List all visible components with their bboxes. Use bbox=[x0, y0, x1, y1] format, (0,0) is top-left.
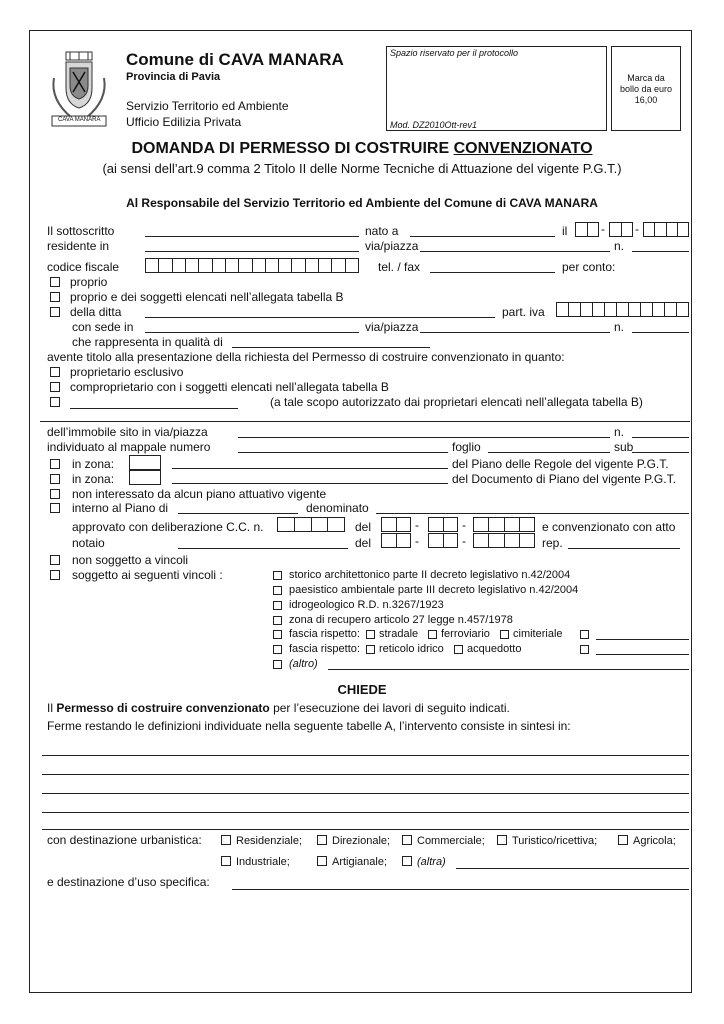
label-sede-n: n. bbox=[614, 320, 625, 334]
logo-lettering: CAVA MANARA bbox=[58, 117, 101, 123]
document-title bbox=[0, 140, 724, 158]
checkbox-fascia-altro-2[interactable] bbox=[580, 645, 589, 654]
label-sub: sub bbox=[614, 440, 634, 454]
field-sede-via[interactable] bbox=[420, 332, 610, 333]
field-atto-day[interactable] bbox=[381, 533, 411, 548]
checkbox-acquedotto[interactable] bbox=[454, 645, 463, 654]
chiede-line-1 bbox=[47, 701, 510, 715]
document-subtitle: (ai sensi dell’art.9 comma 2 Titolo II delle Norme Tecniche di Attuazione del vigente P.G.T.) bbox=[102, 161, 622, 176]
field-delibera-day[interactable] bbox=[381, 517, 411, 532]
label-in-zona-2: in zona: bbox=[72, 472, 115, 486]
label-autorizzato: (a tale scopo autorizzato dai proprietari elencati nell’allegata tabella B) bbox=[270, 395, 643, 409]
label-residenziale: Residenziale; bbox=[236, 835, 303, 847]
label-stradale: stradale bbox=[379, 628, 419, 640]
field-delibera-year[interactable] bbox=[473, 517, 535, 532]
label-avente-titolo: avente titolo alla presentazione della richiesta del Permesso di costruire convenzionato in quanto: bbox=[47, 350, 565, 364]
checkbox-industriale[interactable] bbox=[221, 856, 231, 866]
label-proprio-soggetti: proprio e dei soggetti elencati nell’allegata tabella B bbox=[70, 290, 344, 304]
servizio: Servizio Territorio ed Ambiente bbox=[126, 99, 289, 113]
field-zona-code-2[interactable] bbox=[129, 470, 161, 485]
field-date-year[interactable] bbox=[643, 222, 689, 237]
chiede-line-2: Ferme restando le definizioni individuate nella seguente tabelle A, l’intervento consiste in sintesi in: bbox=[47, 719, 571, 733]
label-tel-fax: tel. / fax bbox=[378, 260, 421, 274]
label-con-sede: con sede in bbox=[72, 320, 134, 334]
chiede-line-1-post: per l’esecuzione dei lavori di seguito indicati. bbox=[269, 701, 510, 715]
checkbox-fascia-2[interactable] bbox=[273, 645, 282, 654]
label-convenzionato: e convenzionato con atto bbox=[542, 520, 676, 534]
field-tel-fax[interactable] bbox=[430, 272, 555, 273]
checkbox-interno-piano[interactable] bbox=[50, 503, 60, 513]
label-per-conto: per conto: bbox=[562, 260, 616, 274]
label-notaio: notaio bbox=[72, 536, 105, 550]
title-underlined: CONVENZIONATO bbox=[453, 140, 593, 157]
checkbox-vincolo-recupero[interactable] bbox=[273, 616, 282, 625]
label-proprio: proprio bbox=[70, 275, 108, 289]
comune-name: Comune di CAVA MANARA bbox=[126, 50, 344, 69]
chiede-heading: CHIEDE bbox=[337, 682, 387, 697]
label-immobile: dell’immobile sito in via/piazza bbox=[47, 425, 208, 439]
chiede-line-1-bold: Permesso di costruire convenzionato bbox=[56, 701, 270, 715]
field-intervento-3[interactable] bbox=[42, 793, 689, 794]
field-intervento-1[interactable] bbox=[42, 755, 689, 756]
label-fascia-2: fascia rispetto: bbox=[289, 643, 360, 655]
ufficio: Ufficio Edilizia Privata bbox=[126, 115, 242, 129]
field-zona-2[interactable] bbox=[172, 483, 448, 484]
checkbox-proprio-soggetti[interactable] bbox=[50, 292, 60, 302]
label-denominato: denominato bbox=[306, 501, 369, 515]
label-mappale: individuato al mappale numero bbox=[47, 440, 211, 454]
date-separator: - bbox=[415, 534, 419, 548]
checkbox-agricola[interactable] bbox=[618, 835, 628, 845]
label-vincolo-altro: (altro) bbox=[289, 658, 318, 670]
checkbox-proprio[interactable] bbox=[50, 277, 60, 287]
section-divider bbox=[40, 421, 690, 422]
label-non-soggetto: non soggetto a vincoli bbox=[72, 553, 189, 567]
checkbox-ditta[interactable] bbox=[50, 307, 60, 317]
checkbox-soggetto[interactable] bbox=[50, 570, 60, 580]
provincia: Provincia di Pavia bbox=[126, 71, 221, 83]
field-delibera-month[interactable] bbox=[428, 517, 458, 532]
recipient: Al Responsabile del Servizio Territorio ed Ambiente del Comune di CAVA MANARA bbox=[126, 196, 598, 210]
field-via-piazza[interactable] bbox=[420, 251, 610, 252]
label-altra: (altra) bbox=[417, 856, 446, 868]
label-approvato: approvato con deliberazione C.C. n. bbox=[72, 520, 264, 534]
checkbox-direzionale[interactable] bbox=[317, 835, 327, 845]
label-vincolo-storico: storico architettonico parte II decreto legislativo n.42/2004 bbox=[289, 569, 571, 581]
marca-bollo-text-3: 16,00 bbox=[634, 95, 658, 105]
label-codice-fiscale: codice fiscale bbox=[47, 260, 120, 274]
field-sede[interactable] bbox=[145, 332, 359, 333]
checkbox-altro-titolo[interactable] bbox=[50, 397, 60, 407]
label-del-2: del bbox=[355, 536, 372, 550]
field-interno-piano[interactable] bbox=[178, 513, 298, 514]
field-immobile-n[interactable] bbox=[632, 437, 689, 438]
checkbox-non-interessato[interactable] bbox=[50, 489, 60, 499]
label-proprietario: proprietario esclusivo bbox=[70, 365, 184, 379]
label-fascia-1: fascia rispetto: bbox=[289, 628, 360, 640]
field-fascia-altro-1[interactable] bbox=[596, 639, 689, 640]
field-rappresenta[interactable] bbox=[232, 347, 430, 348]
checkbox-cimiteriale[interactable] bbox=[500, 630, 509, 639]
label-ferroviario: ferroviario bbox=[441, 628, 490, 640]
label-rep: rep. bbox=[542, 536, 563, 550]
field-destinazione-uso[interactable] bbox=[232, 889, 689, 890]
checkbox-reticolo[interactable] bbox=[366, 645, 375, 654]
label-cimiteriale: cimiteriale bbox=[513, 628, 563, 640]
field-vincolo-altro[interactable] bbox=[328, 669, 689, 670]
checkbox-ferroviario[interactable] bbox=[428, 630, 437, 639]
label-direzionale: Direzionale; bbox=[332, 835, 391, 847]
checkbox-vincolo-idrogeologico[interactable] bbox=[273, 601, 282, 610]
checkbox-vincolo-altro[interactable] bbox=[273, 660, 282, 669]
field-n[interactable] bbox=[632, 251, 689, 252]
label-immobile-n: n. bbox=[614, 425, 625, 439]
field-zona-1[interactable] bbox=[172, 468, 448, 469]
field-altra[interactable] bbox=[456, 868, 689, 869]
label-acquedotto: acquedotto bbox=[467, 643, 522, 655]
label-via-piazza: via/piazza bbox=[365, 239, 419, 253]
mod-code: Mod. DZ2010Ott-rev1 bbox=[390, 120, 478, 130]
field-ditta[interactable] bbox=[145, 317, 495, 318]
checkbox-altra[interactable] bbox=[402, 856, 412, 866]
checkbox-proprietario[interactable] bbox=[50, 367, 60, 377]
field-nato-a[interactable] bbox=[410, 236, 555, 237]
label-non-interessato: non interessato da alcun piano attuativo vigente bbox=[72, 487, 327, 501]
field-part-iva[interactable] bbox=[556, 302, 689, 317]
checkbox-residenziale[interactable] bbox=[221, 835, 231, 845]
comune-logo bbox=[46, 48, 112, 130]
checkbox-vincolo-paesistico[interactable] bbox=[273, 586, 282, 595]
label-commerciale: Commerciale; bbox=[417, 835, 485, 847]
checkbox-fascia-altro-1[interactable] bbox=[580, 630, 589, 639]
date-separator: - bbox=[462, 534, 466, 548]
field-codice-fiscale[interactable] bbox=[145, 258, 359, 273]
field-intervento-2[interactable] bbox=[42, 774, 689, 775]
date-separator: - bbox=[635, 222, 639, 236]
checkbox-zona-regole[interactable] bbox=[50, 459, 60, 469]
label-turistico: Turistico/ricettiva; bbox=[512, 835, 598, 847]
label-vincolo-recupero: zona di recupero articolo 27 legge n.457/1978 bbox=[289, 614, 513, 626]
field-altro-titolo[interactable] bbox=[70, 408, 238, 409]
label-sottoscritto: Il sottoscritto bbox=[47, 224, 115, 238]
field-sottoscritto[interactable] bbox=[145, 236, 359, 237]
field-intervento-4[interactable] bbox=[42, 812, 689, 813]
label-rappresenta: che rappresenta in qualità di bbox=[72, 335, 223, 349]
field-date-day[interactable] bbox=[575, 222, 599, 237]
date-separator: - bbox=[462, 518, 466, 532]
field-sede-n[interactable] bbox=[632, 332, 689, 333]
field-fascia-altro-2[interactable] bbox=[596, 654, 689, 655]
label-in-zona: in zona: bbox=[72, 457, 115, 471]
field-mappale[interactable] bbox=[238, 452, 448, 453]
label-n: n. bbox=[614, 239, 625, 253]
title-prefix: DOMANDA DI PERMESSO DI COSTRUIRE bbox=[131, 140, 454, 157]
field-residente[interactable] bbox=[145, 251, 359, 252]
field-zona-code-1[interactable] bbox=[129, 455, 161, 470]
label-comproprietario: comproprietario con i soggetti elencati nell’allegata tabella B bbox=[70, 380, 389, 394]
label-interno-piano: interno al Piano di bbox=[72, 501, 169, 515]
label-del: del bbox=[355, 520, 372, 534]
marca-bollo-text-2: bollo da euro bbox=[619, 84, 673, 94]
field-immobile[interactable] bbox=[238, 437, 610, 438]
checkbox-comproprietario[interactable] bbox=[50, 382, 60, 392]
label-ditta: della ditta bbox=[70, 305, 122, 319]
label-piano-regole: del Piano delle Regole del vigente P.G.T. bbox=[452, 457, 669, 471]
field-atto-month[interactable] bbox=[428, 533, 458, 548]
protocollo-label: Spazio riservato per il protocollo bbox=[390, 48, 519, 58]
label-vincolo-paesistico: paesistico ambientale parte III decreto legislativo n.42/2004 bbox=[289, 584, 579, 596]
checkbox-vincolo-storico[interactable] bbox=[273, 571, 282, 580]
label-reticolo: reticolo idrico bbox=[379, 643, 444, 655]
field-notaio[interactable] bbox=[178, 548, 348, 549]
checkbox-commerciale[interactable] bbox=[402, 835, 412, 845]
field-foglio[interactable] bbox=[488, 452, 610, 453]
label-agricola: Agricola; bbox=[633, 835, 676, 847]
checkbox-fascia-1[interactable] bbox=[273, 630, 282, 639]
field-sub[interactable] bbox=[632, 452, 689, 453]
field-atto-year[interactable] bbox=[473, 533, 535, 548]
label-artigianale: Artigianale; bbox=[332, 856, 388, 868]
label-destinazione: con destinazione urbanistica: bbox=[47, 833, 202, 847]
label-part-iva: part. iva bbox=[502, 305, 545, 319]
label-industriale: Industriale; bbox=[236, 856, 290, 868]
checkbox-artigianale[interactable] bbox=[317, 856, 327, 866]
label-nato-a: nato a bbox=[365, 224, 399, 238]
checkbox-zona-documento[interactable] bbox=[50, 474, 60, 484]
checkbox-stradale[interactable] bbox=[366, 630, 375, 639]
field-rep[interactable] bbox=[568, 548, 680, 549]
chiede-line-1-pre: Il bbox=[47, 701, 57, 715]
label-sede-via: via/piazza bbox=[365, 320, 419, 334]
marca-bollo-text-1: Marca da bbox=[627, 73, 665, 83]
date-separator: - bbox=[415, 518, 419, 532]
label-residente: residente in bbox=[47, 239, 110, 253]
date-separator: - bbox=[601, 222, 605, 236]
protocollo-box bbox=[386, 46, 607, 131]
label-documento-piano: del Documento di Piano del vigente P.G.T. bbox=[452, 472, 676, 486]
label-il: il bbox=[562, 224, 568, 238]
checkbox-non-soggetto[interactable] bbox=[50, 555, 60, 565]
field-date-month[interactable] bbox=[609, 222, 633, 237]
field-delibera-n[interactable] bbox=[277, 517, 345, 532]
label-soggetto: soggetto ai seguenti vincoli : bbox=[72, 568, 223, 582]
label-destinazione-uso: e destinazione d’uso specifica: bbox=[47, 875, 210, 889]
label-foglio: foglio bbox=[452, 440, 481, 454]
field-intervento-5[interactable] bbox=[42, 829, 689, 830]
checkbox-turistico[interactable] bbox=[497, 835, 507, 845]
label-vincolo-idrogeologico: idrogeologico R.D. n.3267/1923 bbox=[289, 599, 444, 611]
field-denominato[interactable] bbox=[376, 513, 689, 514]
